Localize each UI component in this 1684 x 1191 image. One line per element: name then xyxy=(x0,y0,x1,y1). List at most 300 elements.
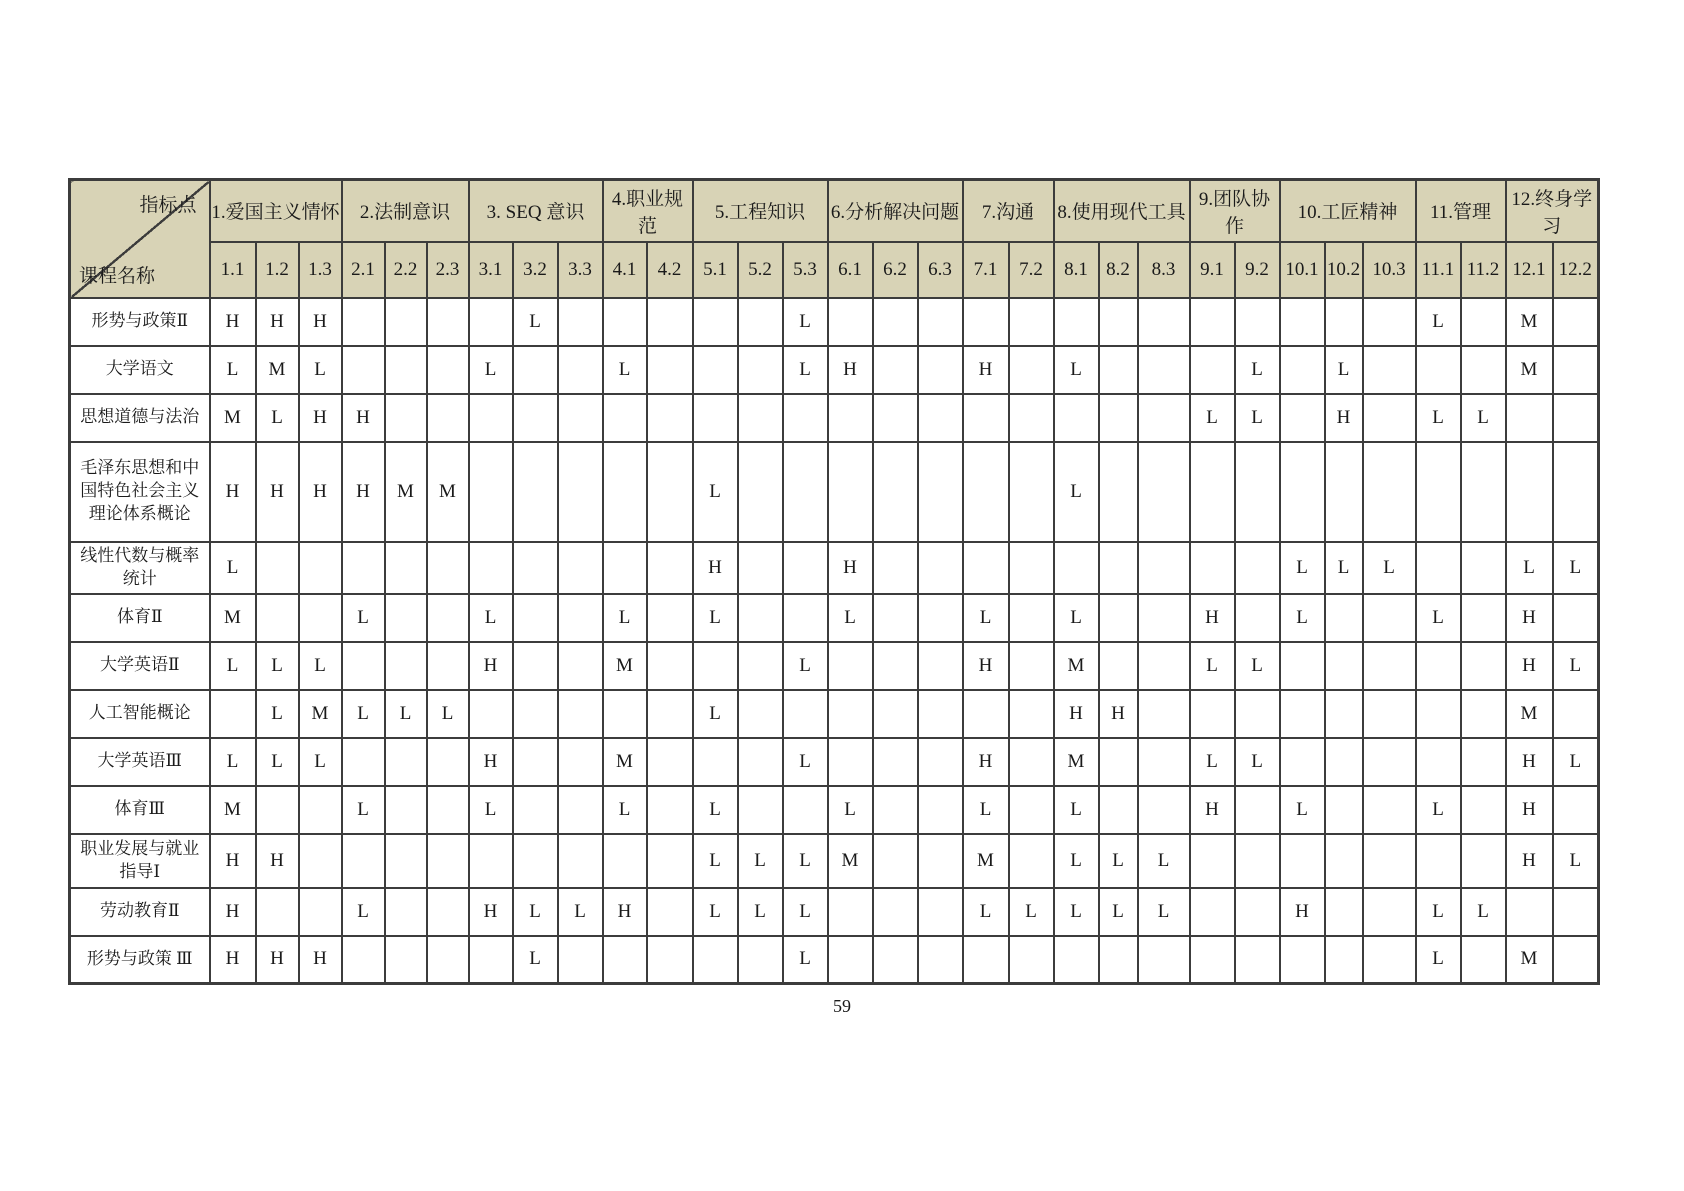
matrix-cell-9.2 xyxy=(1235,834,1280,888)
matrix-cell-4.1: H xyxy=(603,888,647,936)
matrix-cell-10.2: L xyxy=(1325,346,1363,394)
matrix-cell-10.1 xyxy=(1280,642,1325,690)
matrix-cell-1.2: H xyxy=(256,298,299,346)
matrix-cell-12.1: M xyxy=(1506,936,1553,984)
col-header-8.2: 8.2 xyxy=(1099,242,1138,298)
matrix-cell-4.2 xyxy=(647,690,693,738)
matrix-cell-7.2 xyxy=(1009,642,1054,690)
matrix-cell-2.2 xyxy=(385,738,427,786)
matrix-cell-3.2 xyxy=(513,542,558,594)
matrix-cell-7.2 xyxy=(1009,442,1054,542)
matrix-cell-1.3: L xyxy=(299,346,342,394)
matrix-cell-5.1: L xyxy=(693,442,738,542)
matrix-cell-1.2: L xyxy=(256,738,299,786)
matrix-cell-2.1: H xyxy=(342,394,385,442)
table-row xyxy=(70,936,1599,984)
matrix-cell-8.3 xyxy=(1138,346,1190,394)
matrix-cell-9.1 xyxy=(1190,834,1235,888)
matrix-cell-10.2 xyxy=(1325,936,1363,984)
matrix-cell-10.1 xyxy=(1280,834,1325,888)
matrix-cell-12.1 xyxy=(1506,394,1553,442)
course-name-cell: 职业发展与就业指导Ⅰ xyxy=(70,834,210,888)
matrix-cell-4.2 xyxy=(647,888,693,936)
col-header-9.1: 9.1 xyxy=(1190,242,1235,298)
matrix-cell-5.3 xyxy=(783,786,828,834)
matrix-cell-2.3 xyxy=(427,394,469,442)
matrix-cell-12.2 xyxy=(1553,442,1599,542)
matrix-cell-2.2 xyxy=(385,394,427,442)
matrix-cell-5.2 xyxy=(738,936,783,984)
matrix-cell-10.2 xyxy=(1325,888,1363,936)
matrix-cell-6.3 xyxy=(918,394,963,442)
matrix-cell-4.1: M xyxy=(603,738,647,786)
matrix-cell-10.1 xyxy=(1280,346,1325,394)
table-row xyxy=(70,594,1599,642)
col-header-11.2: 11.2 xyxy=(1461,242,1506,298)
course-name-cell: 形势与政策 Ⅲ xyxy=(70,936,210,984)
course-name-cell: 体育Ⅲ xyxy=(70,786,210,834)
matrix-cell-5.3 xyxy=(783,542,828,594)
group-header-6: 6.分析解决问题 xyxy=(828,180,963,242)
matrix-cell-3.3 xyxy=(558,936,603,984)
matrix-cell-12.2 xyxy=(1553,690,1599,738)
matrix-cell-12.1: M xyxy=(1506,346,1553,394)
matrix-cell-12.2: L xyxy=(1553,738,1599,786)
matrix-cell-9.2 xyxy=(1235,936,1280,984)
course-name-cell: 形势与政策Ⅱ xyxy=(70,298,210,346)
matrix-cell-12.2: L xyxy=(1553,642,1599,690)
page-number: 59 xyxy=(833,996,851,1016)
matrix-cell-10.3 xyxy=(1363,690,1416,738)
matrix-cell-8.2 xyxy=(1099,642,1138,690)
matrix-cell-1.1: M xyxy=(210,594,256,642)
matrix-cell-6.3 xyxy=(918,786,963,834)
matrix-cell-11.2 xyxy=(1461,346,1506,394)
matrix-cell-7.2 xyxy=(1009,298,1054,346)
matrix-cell-11.1 xyxy=(1416,542,1461,594)
matrix-cell-9.1: L xyxy=(1190,394,1235,442)
matrix-cell-2.2 xyxy=(385,298,427,346)
matrix-cell-10.2 xyxy=(1325,298,1363,346)
matrix-cell-11.2 xyxy=(1461,542,1506,594)
matrix-cell-7.1 xyxy=(963,690,1009,738)
matrix-cell-10.1 xyxy=(1280,298,1325,346)
matrix-cell-2.2 xyxy=(385,834,427,888)
matrix-cell-1.3: H xyxy=(299,394,342,442)
matrix-cell-8.2 xyxy=(1099,542,1138,594)
matrix-cell-3.1 xyxy=(469,690,513,738)
matrix-cell-7.2 xyxy=(1009,786,1054,834)
matrix-cell-8.3 xyxy=(1138,442,1190,542)
matrix-cell-4.2 xyxy=(647,834,693,888)
matrix-cell-11.1 xyxy=(1416,834,1461,888)
matrix-cell-4.1 xyxy=(603,936,647,984)
matrix-cell-3.1 xyxy=(469,936,513,984)
matrix-cell-6.3 xyxy=(918,738,963,786)
matrix-cell-10.3 xyxy=(1363,888,1416,936)
matrix-cell-2.3: L xyxy=(427,690,469,738)
col-header-11.1: 11.1 xyxy=(1416,242,1461,298)
matrix-cell-6.3 xyxy=(918,888,963,936)
matrix-cell-8.1: L xyxy=(1054,594,1099,642)
matrix-cell-6.1 xyxy=(828,690,873,738)
matrix-cell-6.3 xyxy=(918,594,963,642)
col-header-2.2: 2.2 xyxy=(385,242,427,298)
matrix-cell-4.2 xyxy=(647,346,693,394)
matrix-cell-10.2 xyxy=(1325,442,1363,542)
table-row xyxy=(70,786,1599,834)
matrix-cell-4.2 xyxy=(647,394,693,442)
matrix-cell-6.3 xyxy=(918,298,963,346)
matrix-cell-4.2 xyxy=(647,594,693,642)
group-header-9: 9.团队协作 xyxy=(1190,180,1280,242)
matrix-cell-12.1: L xyxy=(1506,542,1553,594)
matrix-cell-4.1 xyxy=(603,298,647,346)
matrix-cell-1.1 xyxy=(210,690,256,738)
matrix-cell-10.3 xyxy=(1363,346,1416,394)
matrix-cell-10.2 xyxy=(1325,786,1363,834)
group-header-8: 8.使用现代工具 xyxy=(1054,180,1190,242)
table-row xyxy=(70,888,1599,936)
matrix-cell-5.1 xyxy=(693,642,738,690)
matrix-cell-10.3 xyxy=(1363,394,1416,442)
matrix-cell-3.2 xyxy=(513,394,558,442)
matrix-cell-11.1 xyxy=(1416,346,1461,394)
course-name-cell: 线性代数与概率统计 xyxy=(70,542,210,594)
col-header-6.2: 6.2 xyxy=(873,242,918,298)
matrix-cell-2.1 xyxy=(342,834,385,888)
matrix-cell-2.3 xyxy=(427,786,469,834)
matrix-cell-8.2 xyxy=(1099,738,1138,786)
col-header-4.1: 4.1 xyxy=(603,242,647,298)
matrix-cell-11.1 xyxy=(1416,690,1461,738)
matrix-cell-7.1 xyxy=(963,394,1009,442)
matrix-cell-1.1: L xyxy=(210,346,256,394)
matrix-cell-2.3 xyxy=(427,936,469,984)
matrix-cell-1.2: L xyxy=(256,642,299,690)
matrix-cell-5.1: H xyxy=(693,542,738,594)
matrix-cell-2.3 xyxy=(427,888,469,936)
matrix-cell-7.1: L xyxy=(963,786,1009,834)
matrix-cell-10.1 xyxy=(1280,394,1325,442)
matrix-cell-9.2: L xyxy=(1235,346,1280,394)
col-header-7.2: 7.2 xyxy=(1009,242,1054,298)
matrix-cell-6.2 xyxy=(873,936,918,984)
matrix-cell-10.3 xyxy=(1363,298,1416,346)
col-header-1.3: 1.3 xyxy=(299,242,342,298)
matrix-cell-1.2: L xyxy=(256,394,299,442)
course-name-cell: 人工智能概论 xyxy=(70,690,210,738)
matrix-cell-9.1 xyxy=(1190,442,1235,542)
matrix-cell-6.1 xyxy=(828,738,873,786)
matrix-cell-6.3 xyxy=(918,542,963,594)
matrix-cell-3.1: H xyxy=(469,642,513,690)
matrix-cell-1.1: H xyxy=(210,834,256,888)
matrix-cell-3.2 xyxy=(513,442,558,542)
matrix-cell-7.1: H xyxy=(963,346,1009,394)
matrix-cell-3.2 xyxy=(513,738,558,786)
matrix-cell-11.2 xyxy=(1461,690,1506,738)
matrix-cell-12.2 xyxy=(1553,298,1599,346)
matrix-cell-6.2 xyxy=(873,298,918,346)
matrix-cell-10.3 xyxy=(1363,594,1416,642)
matrix-cell-8.3 xyxy=(1138,786,1190,834)
matrix-cell-11.1 xyxy=(1416,442,1461,542)
matrix-cell-6.1 xyxy=(828,888,873,936)
group-header-row xyxy=(70,180,1599,242)
matrix-cell-10.2 xyxy=(1325,690,1363,738)
table-row xyxy=(70,834,1599,888)
matrix-cell-7.2 xyxy=(1009,936,1054,984)
group-header-2: 2.法制意识 xyxy=(342,180,469,242)
matrix-cell-3.2: L xyxy=(513,298,558,346)
table-row xyxy=(70,642,1599,690)
table-row xyxy=(70,298,1599,346)
matrix-cell-7.1: L xyxy=(963,888,1009,936)
col-header-2.3: 2.3 xyxy=(427,242,469,298)
matrix-cell-10.1: H xyxy=(1280,888,1325,936)
matrix-table xyxy=(68,178,1600,985)
matrix-cell-2.1 xyxy=(342,936,385,984)
matrix-cell-5.1: L xyxy=(693,786,738,834)
matrix-cell-4.2 xyxy=(647,542,693,594)
matrix-cell-9.1 xyxy=(1190,690,1235,738)
matrix-cell-10.1: L xyxy=(1280,594,1325,642)
table-row xyxy=(70,690,1599,738)
col-header-6.3: 6.3 xyxy=(918,242,963,298)
matrix-cell-3.3 xyxy=(558,442,603,542)
matrix-cell-3.1 xyxy=(469,542,513,594)
matrix-cell-7.1: H xyxy=(963,642,1009,690)
matrix-cell-5.3: L xyxy=(783,834,828,888)
matrix-cell-8.1: M xyxy=(1054,738,1099,786)
matrix-cell-6.2 xyxy=(873,888,918,936)
matrix-cell-10.2 xyxy=(1325,834,1363,888)
matrix-cell-6.1 xyxy=(828,394,873,442)
matrix-cell-1.1: H xyxy=(210,936,256,984)
matrix-cell-11.1: L xyxy=(1416,394,1461,442)
matrix-cell-10.2: H xyxy=(1325,394,1363,442)
matrix-body xyxy=(70,298,1599,984)
matrix-cell-8.2 xyxy=(1099,298,1138,346)
matrix-cell-10.3 xyxy=(1363,738,1416,786)
course-name-cell: 劳动教育Ⅱ xyxy=(70,888,210,936)
matrix-cell-3.1 xyxy=(469,298,513,346)
matrix-cell-6.1 xyxy=(828,298,873,346)
matrix-cell-6.2 xyxy=(873,594,918,642)
matrix-cell-12.1: H xyxy=(1506,834,1553,888)
matrix-cell-5.2 xyxy=(738,786,783,834)
matrix-cell-1.3: H xyxy=(299,442,342,542)
matrix-cell-5.3: L xyxy=(783,936,828,984)
matrix-cell-12.2 xyxy=(1553,936,1599,984)
matrix-cell-9.2: L xyxy=(1235,738,1280,786)
matrix-cell-10.3 xyxy=(1363,936,1416,984)
matrix-cell-8.3 xyxy=(1138,298,1190,346)
course-name-cell: 大学英语Ⅲ xyxy=(70,738,210,786)
matrix-cell-6.2 xyxy=(873,834,918,888)
matrix-cell-6.1 xyxy=(828,936,873,984)
group-header-10: 10.工匠精神 xyxy=(1280,180,1416,242)
matrix-cell-11.2 xyxy=(1461,642,1506,690)
matrix-cell-3.2 xyxy=(513,834,558,888)
matrix-cell-3.3 xyxy=(558,394,603,442)
matrix-cell-2.2: L xyxy=(385,690,427,738)
matrix-cell-5.1: L xyxy=(693,834,738,888)
col-header-2.1: 2.1 xyxy=(342,242,385,298)
matrix-cell-11.2: L xyxy=(1461,888,1506,936)
matrix-cell-12.2: L xyxy=(1553,834,1599,888)
matrix-cell-8.1 xyxy=(1054,394,1099,442)
matrix-cell-5.1 xyxy=(693,298,738,346)
matrix-cell-10.3 xyxy=(1363,442,1416,542)
matrix-cell-2.2 xyxy=(385,642,427,690)
group-header-1: 1.爱国主义情怀 xyxy=(210,180,342,242)
matrix-cell-11.1 xyxy=(1416,642,1461,690)
matrix-cell-6.1 xyxy=(828,442,873,542)
matrix-cell-11.1: L xyxy=(1416,936,1461,984)
matrix-cell-1.3: L xyxy=(299,642,342,690)
matrix-cell-6.1: M xyxy=(828,834,873,888)
matrix-cell-10.1: L xyxy=(1280,786,1325,834)
col-header-5.1: 5.1 xyxy=(693,242,738,298)
matrix-cell-3.3 xyxy=(558,642,603,690)
matrix-cell-1.2: H xyxy=(256,834,299,888)
matrix-cell-8.1 xyxy=(1054,298,1099,346)
matrix-cell-4.1: L xyxy=(603,594,647,642)
matrix-cell-2.3 xyxy=(427,346,469,394)
matrix-cell-3.1: H xyxy=(469,738,513,786)
matrix-cell-2.2: M xyxy=(385,442,427,542)
matrix-cell-2.1: L xyxy=(342,594,385,642)
matrix-cell-9.1: L xyxy=(1190,738,1235,786)
matrix-cell-6.1 xyxy=(828,642,873,690)
matrix-cell-7.2 xyxy=(1009,738,1054,786)
matrix-cell-11.2 xyxy=(1461,738,1506,786)
matrix-cell-8.3: L xyxy=(1138,834,1190,888)
matrix-cell-8.3 xyxy=(1138,394,1190,442)
col-header-4.2: 4.2 xyxy=(647,242,693,298)
matrix-cell-10.1 xyxy=(1280,738,1325,786)
matrix-cell-3.2 xyxy=(513,786,558,834)
col-header-3.2: 3.2 xyxy=(513,242,558,298)
matrix-cell-6.3 xyxy=(918,690,963,738)
col-header-10.1: 10.1 xyxy=(1280,242,1325,298)
matrix-cell-5.3 xyxy=(783,394,828,442)
matrix-cell-2.3 xyxy=(427,834,469,888)
matrix-cell-7.1 xyxy=(963,936,1009,984)
matrix-cell-5.1 xyxy=(693,936,738,984)
matrix-cell-2.2 xyxy=(385,888,427,936)
matrix-cell-1.3: M xyxy=(299,690,342,738)
matrix-cell-3.1 xyxy=(469,442,513,542)
matrix-cell-8.3: L xyxy=(1138,888,1190,936)
matrix-cell-3.2: L xyxy=(513,936,558,984)
matrix-cell-6.1: L xyxy=(828,594,873,642)
matrix-cell-8.1: L xyxy=(1054,346,1099,394)
matrix-cell-5.3 xyxy=(783,594,828,642)
col-header-10.3: 10.3 xyxy=(1363,242,1416,298)
matrix-cell-4.1: M xyxy=(603,642,647,690)
group-header-11: 11.管理 xyxy=(1416,180,1506,242)
course-name-cell: 大学英语Ⅱ xyxy=(70,642,210,690)
matrix-cell-4.1 xyxy=(603,690,647,738)
matrix-cell-3.3: L xyxy=(558,888,603,936)
matrix-cell-3.3 xyxy=(558,786,603,834)
matrix-cell-2.3 xyxy=(427,594,469,642)
matrix-cell-12.2: L xyxy=(1553,542,1599,594)
matrix-cell-10.1 xyxy=(1280,442,1325,542)
matrix-cell-11.1: L xyxy=(1416,298,1461,346)
matrix-cell-8.2 xyxy=(1099,594,1138,642)
matrix-cell-8.2: L xyxy=(1099,834,1138,888)
matrix-cell-4.1 xyxy=(603,542,647,594)
matrix-cell-6.1: L xyxy=(828,786,873,834)
matrix-cell-2.1: L xyxy=(342,690,385,738)
group-header-5: 5.工程知识 xyxy=(693,180,828,242)
matrix-cell-4.2 xyxy=(647,738,693,786)
matrix-cell-7.2 xyxy=(1009,346,1054,394)
matrix-cell-6.1: H xyxy=(828,346,873,394)
matrix-cell-2.3: M xyxy=(427,442,469,542)
matrix-cell-5.2 xyxy=(738,394,783,442)
matrix-cell-2.1: H xyxy=(342,442,385,542)
matrix-cell-12.2 xyxy=(1553,346,1599,394)
matrix-cell-5.1 xyxy=(693,346,738,394)
group-header-12: 12.终身学习 xyxy=(1506,180,1599,242)
matrix-cell-5.2 xyxy=(738,298,783,346)
matrix-cell-8.2 xyxy=(1099,394,1138,442)
matrix-cell-10.2 xyxy=(1325,642,1363,690)
matrix-cell-8.2 xyxy=(1099,786,1138,834)
matrix-cell-3.1: L xyxy=(469,346,513,394)
matrix-cell-10.2: L xyxy=(1325,542,1363,594)
matrix-cell-10.1: L xyxy=(1280,542,1325,594)
col-header-8.1: 8.1 xyxy=(1054,242,1099,298)
matrix-cell-5.1: L xyxy=(693,594,738,642)
matrix-cell-7.1: M xyxy=(963,834,1009,888)
course-name-cell: 毛泽东思想和中国特色社会主义理论体系概论 xyxy=(70,442,210,542)
matrix-cell-1.3: H xyxy=(299,298,342,346)
matrix-cell-5.2 xyxy=(738,346,783,394)
matrix-cell-12.2 xyxy=(1553,888,1599,936)
matrix-cell-8.2 xyxy=(1099,346,1138,394)
matrix-cell-11.2 xyxy=(1461,442,1506,542)
matrix-cell-10.2 xyxy=(1325,738,1363,786)
matrix-cell-1.3: L xyxy=(299,738,342,786)
matrix-cell-4.2 xyxy=(647,786,693,834)
matrix-cell-11.1: L xyxy=(1416,888,1461,936)
matrix-cell-8.1: L xyxy=(1054,442,1099,542)
matrix-cell-2.3 xyxy=(427,298,469,346)
matrix-cell-4.1 xyxy=(603,442,647,542)
matrix-cell-12.1 xyxy=(1506,888,1553,936)
matrix-cell-6.3 xyxy=(918,936,963,984)
course-name-cell: 体育Ⅱ xyxy=(70,594,210,642)
matrix-cell-1.1: H xyxy=(210,442,256,542)
col-header-3.3: 3.3 xyxy=(558,242,603,298)
matrix-cell-1.1: M xyxy=(210,786,256,834)
matrix-cell-1.1: L xyxy=(210,642,256,690)
matrix-cell-7.1 xyxy=(963,298,1009,346)
matrix-cell-6.3 xyxy=(918,642,963,690)
matrix-cell-1.2 xyxy=(256,594,299,642)
matrix-cell-4.1 xyxy=(603,834,647,888)
matrix-cell-1.1: L xyxy=(210,542,256,594)
matrix-cell-11.1: L xyxy=(1416,786,1461,834)
matrix-cell-5.2 xyxy=(738,542,783,594)
matrix-cell-9.1 xyxy=(1190,346,1235,394)
